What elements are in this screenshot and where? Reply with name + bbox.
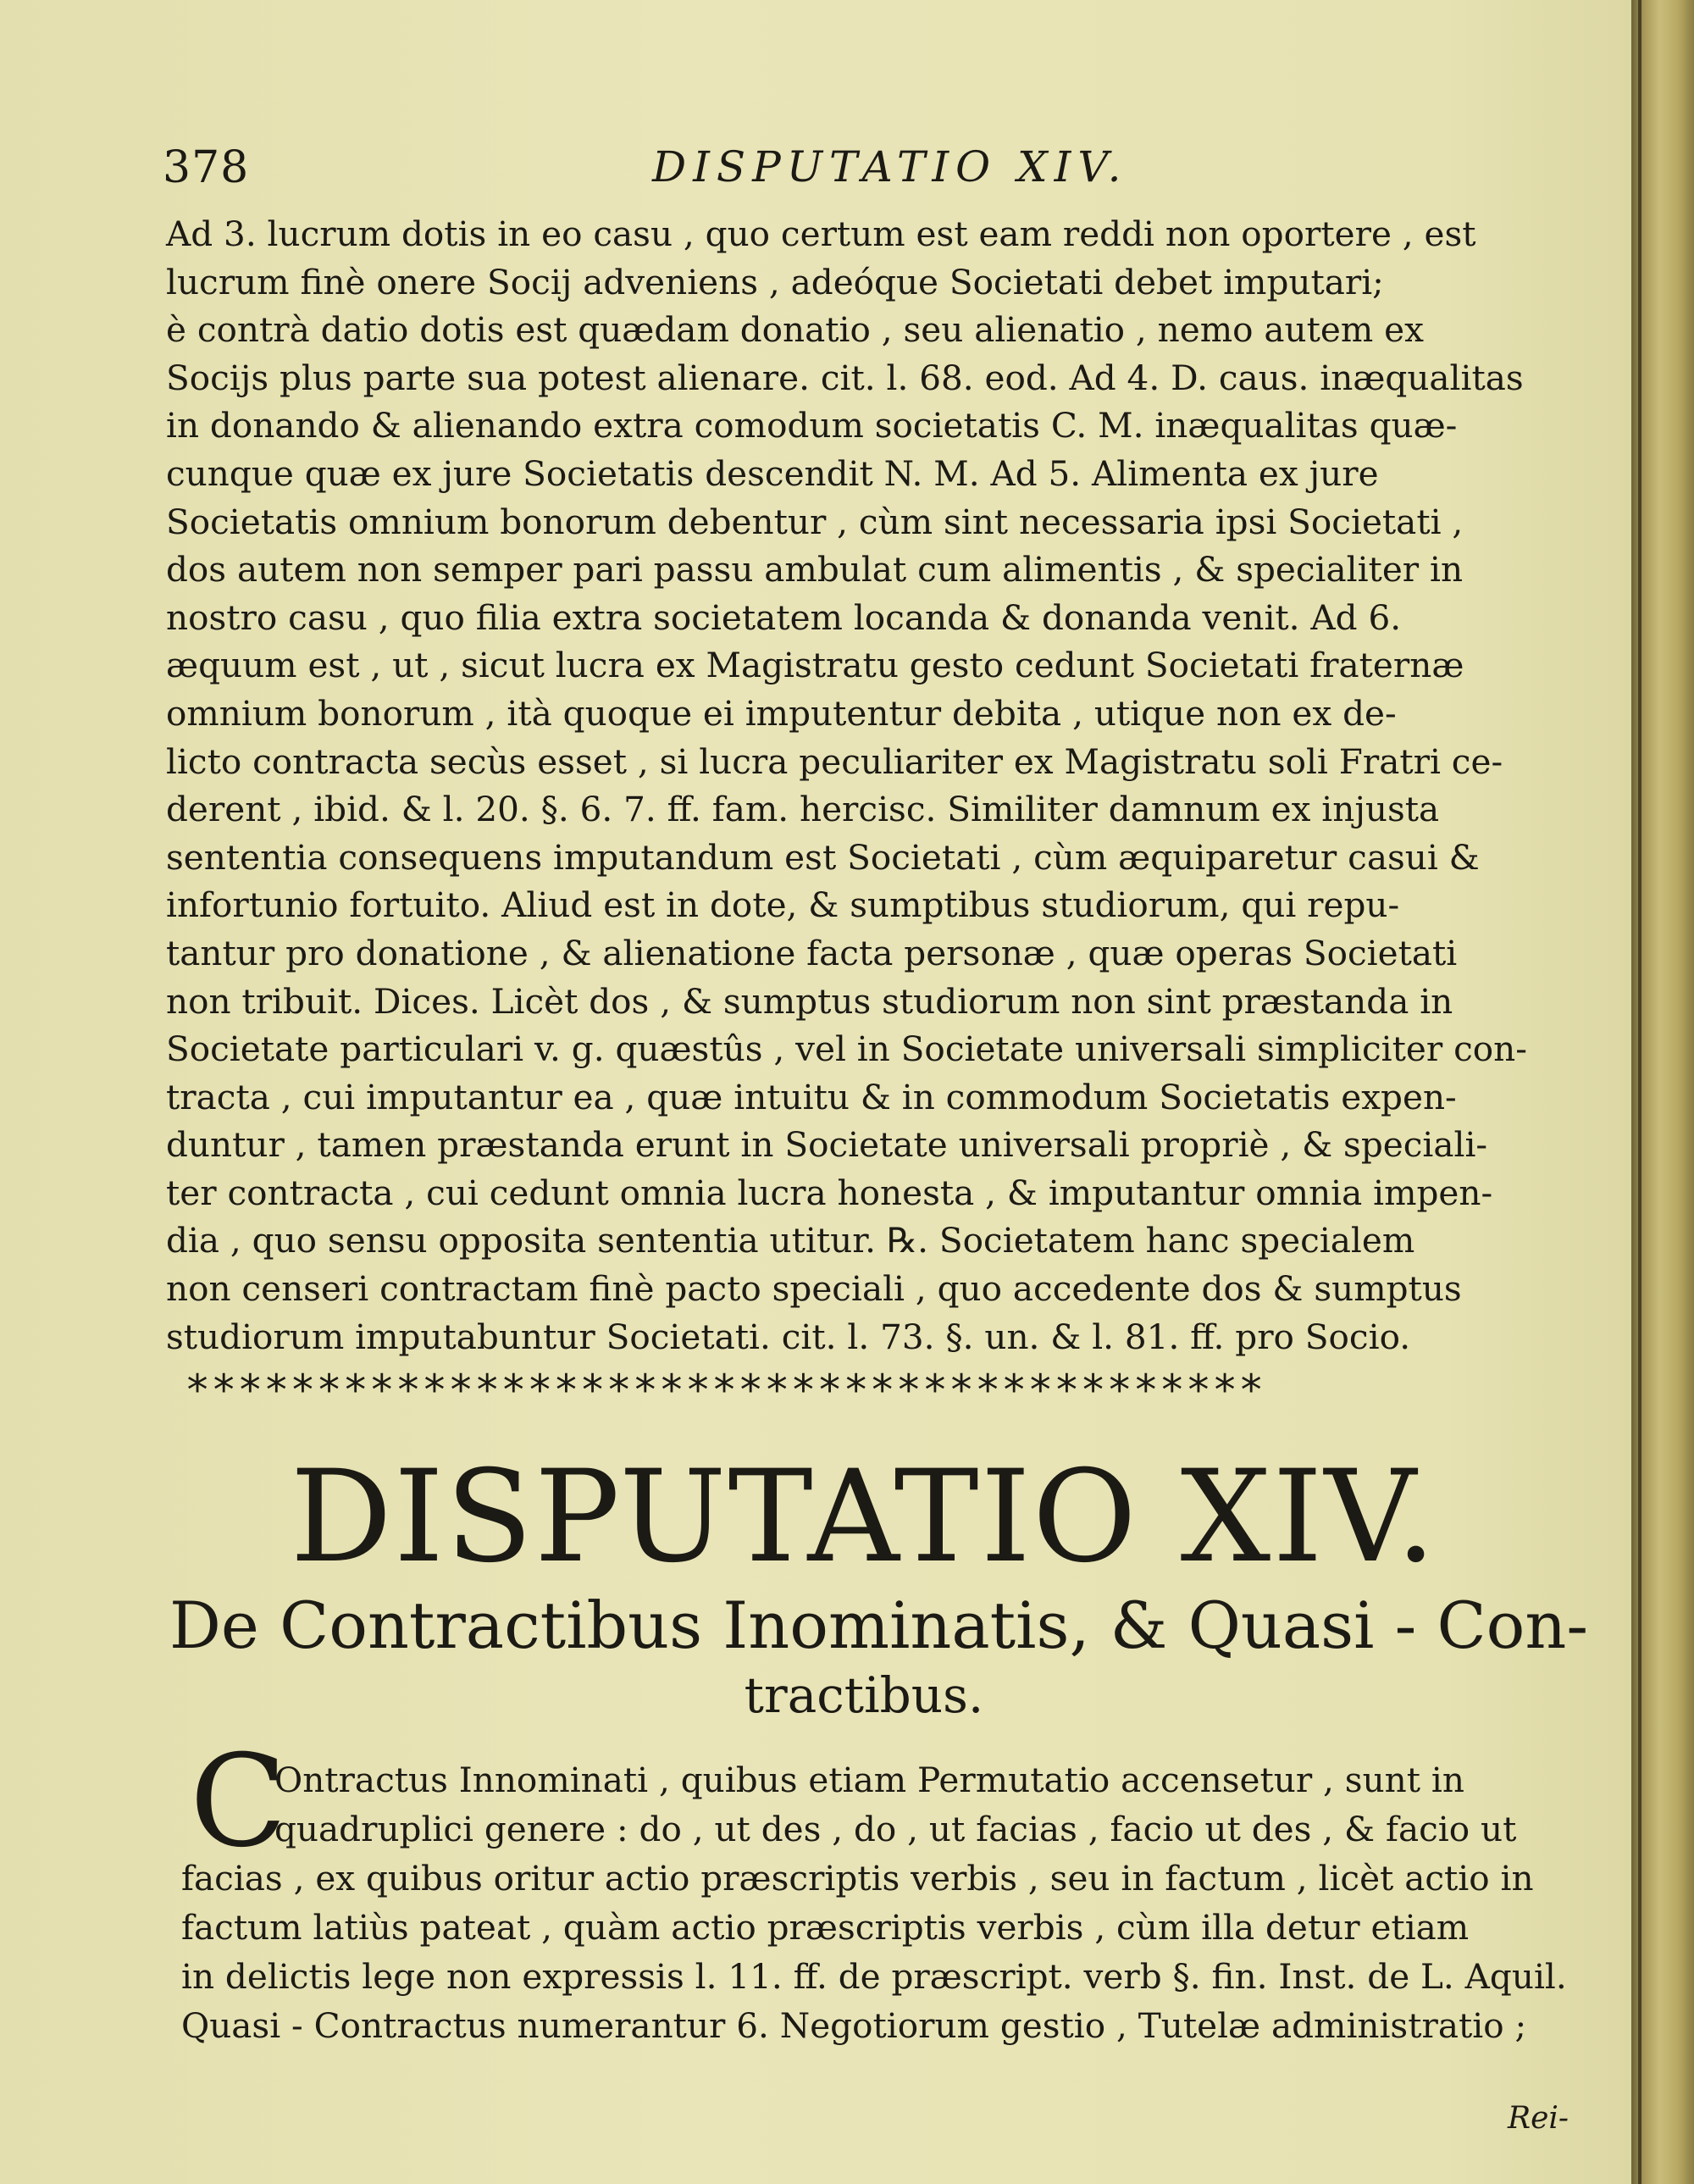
text-line: studiorum imputabuntur Societati. cit. l. 73. §. un. & l. 81. ff. pro Socio. (166, 1316, 1411, 1357)
text-line: lucrum finè onere Socij adveniens , adeóque Societati debet imputari; (166, 261, 1384, 302)
asterisk-separator: ***************************************** (185, 1366, 1265, 1415)
text-line: Socijs plus parte sua potest alienare. cit. l. 68. eod. Ad 4. D. caus. inæqualitas (166, 357, 1524, 398)
text-line: dos autem non semper pari passu ambulat cum alimentis , & specialiter in (166, 549, 1464, 590)
page-gutter-line (1638, 0, 1641, 2184)
text-line: omnium bonorum , ità quoque ei imputentur debita , utique non ex de- (166, 692, 1397, 734)
text-line: infortunio fortuito. Aliud est in dote, & sumptibus studiorum, qui repu- (166, 884, 1400, 926)
text-line: in delictis lege non expressis l. 11. ff. de præscript. verb §. fin. Inst. de L. Aquil. (181, 1956, 1567, 1997)
text-line: in donando & alienando extra comodum societatis C. M. inæqualitas quæ- (166, 405, 1458, 446)
text-line: Quasi - Contractus numerantur 6. Negotiorum gestio , Tutelæ administratio ; (181, 2005, 1527, 2046)
intro-paragraph (181, 1755, 1567, 2050)
text-line: Societatis omnium bonorum debentur , cùm sint necessaria ipsi Societati , (166, 501, 1464, 542)
text-line: duntur , tamen præstanda erunt in Societate universali propriè , & speciali- (166, 1124, 1488, 1166)
text-line: cunque quæ ex jure Societatis descendit N. M. Ad 5. Alimenta ex jure (166, 452, 1379, 494)
text-line: sententia consequens imputandum est Societati , cùm æquiparetur casui & (166, 836, 1480, 878)
text-line: Ad 3. lucrum dotis in eo casu , quo certum est eam reddi non oportere , est (166, 213, 1476, 254)
page-number: 378 (163, 142, 250, 193)
text-line: quadruplici genere : do , ut des , do , ut facias , facio ut des , & facio ut (274, 1809, 1517, 1849)
text-line: æquum est , ut , sicut lucra ex Magistratu gesto cedunt Societati fraternæ (166, 645, 1464, 686)
text-line: ter contracta , cui cedunt omnia lucra honesta , & imputantur omnia impen- (166, 1172, 1493, 1213)
body-text (166, 210, 1555, 1361)
text-line: Societate particulari v. g. quæstûs , vel in Societate universali simpliciter con- (166, 1028, 1527, 1070)
text-line: derent , ibid. & l. 20. §. 6. 7. ff. fam. hercisc. Similiter damnum ex injusta (166, 789, 1440, 830)
text-line: non censeri contractam finè pacto speciali , quo accedente dos & sumptus (166, 1268, 1462, 1310)
text-line: è contrà datio dotis est quædam donatio , seu alienatio , nemo autem ex (166, 309, 1424, 351)
running-head: DISPUTATIO XIV. (652, 142, 1128, 191)
text-line: dia , quo sensu opposita sententia utitur. ℞. Societatem hanc specialem (166, 1220, 1415, 1261)
catchword: Rei- (1508, 2101, 1569, 2136)
text-line: nostro casu , quo filia extra societatem locanda & donanda venit. Ad 6. (166, 596, 1402, 638)
text-line: factum latiùs pateat , quàm actio præscriptis verbis , cùm illa detur etiam (181, 1907, 1470, 1948)
drop-cap: C (190, 1728, 287, 1876)
text-line: tantur pro donatione , & alienatione facta personæ , quæ operas Societati (166, 932, 1458, 973)
text-line: licto contracta secùs esset , si lucra peculiariter ex Magistratu soli Fratri ce- (166, 740, 1503, 782)
disputation-subtitle-continued: tractibus. (744, 1666, 984, 1724)
text-line: facias , ex quibus oritur actio præscriptis verbis , seu in factum , licèt actio in (181, 1858, 1534, 1899)
text-line: Ontractus Innominati , quibus etiam Permutatio accensetur , sunt in (274, 1760, 1464, 1800)
text-line: tracta , cui imputantur ea , quæ intuitu & in commodum Societatis expen- (166, 1076, 1457, 1117)
disputation-subtitle: De Contractibus Inominatis, & Quasi - Con- (169, 1588, 1589, 1663)
disputation-title: DISPUTATIO XIV. (290, 1444, 1438, 1591)
text-line: non tribuit. Dices. Licèt dos , & sumptus studiorum non sint præstanda in (166, 980, 1453, 1022)
